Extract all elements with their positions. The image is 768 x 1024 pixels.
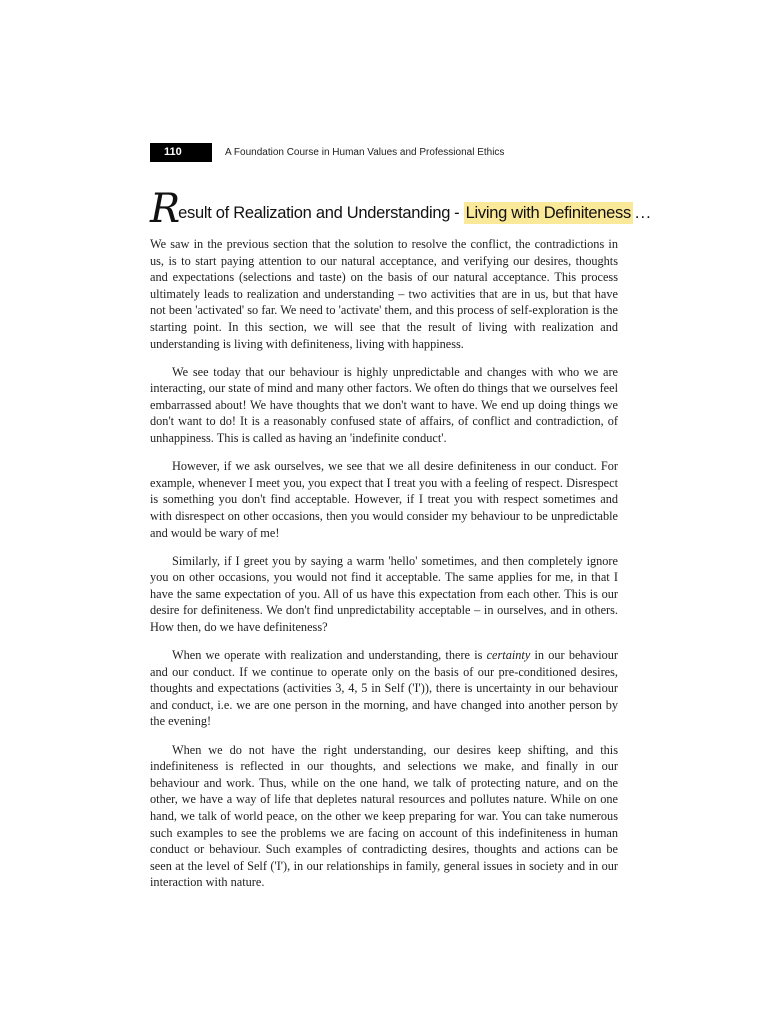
paragraph-5 — [150, 647, 618, 730]
page-header — [150, 143, 620, 162]
running-head: A Foundation Course in Human Values and Professional Ethics — [225, 147, 505, 158]
paragraph-5-lead: When we operate with realization and understanding, there is — [172, 648, 487, 663]
paragraph-6: When we do not have the right understanding, our desires keep shifting, and this indefiniteness is reflected in our thoughts, and selections we make, and finally in our behaviour and work. Thus, while on the one hand, we talk of protecting nature, and on the other, we have a way of life that depletes natural resources and pollutes nature. While on one hand, we talk of world peace, on the other we keep preparing for war. You can take numerous such examples to see the problems we are facing on account of this indefiniteness in human conduct or behaviour. Such examples of contradicting desires, thoughts and actions can be seen at the level of Self ('I'), in our relationships in family, general issues in society and in our interaction with nature. — [150, 742, 618, 890]
body-text — [150, 236, 618, 902]
paragraph-5-emphasis: certainty — [486, 648, 531, 663]
title-separator: - — [454, 204, 460, 222]
paragraph-1: We saw in the previous section that the solution to resolve the conflict, the contradictions in us, is to start paying attention to our natural acceptance, and verifying our desires, thoughts and expectations (selections and taste) on the basis of our natural acceptance. This process ultimately leads to realization and understanding – two activities that are in us, but that have not been 'activated' so far. We need to 'activate' them, and this process of self-exploration is the starting point. In this section, we will see that the result of living with realization and understanding is living with definiteness, living with happiness. — [150, 237, 618, 351]
page-number: 110 — [150, 143, 212, 162]
title-highlight: Living with Definiteness — [465, 204, 631, 222]
title-drop-letter: R — [150, 186, 179, 232]
paragraph-3: However, if we ask ourselves, we see that we all desire definiteness in our conduct. For example, whenever I meet you, you expect that I treat you with a feeling of respect. Disrespect is something you don't find acceptable. However, if I treat you with respect sometimes and with disrespect on other occasions, then you would consider my behaviour to be unpredictable and would be wary of me! — [150, 459, 618, 540]
paragraph-5-rest: in our behaviour and our conduct. If we continue to operate only on the basis of our pre-conditioned desires, thoughts and expectations (activities 3, 4, 5 in Self ('I')), there is uncertainty in our behaviour and conduct, i.e. we are one person in the morning, and have changed into another person by the evening! — [150, 648, 618, 729]
paragraph-4: Similarly, if I greet you by saying a warm 'hello' sometimes, and then completely ignore you on other occasions, you would not find it acceptable. The same applies for me, in that I have the same expectation of you. All of us have this expectation from each other. This is our desire for definiteness. We don't find unpredictability acceptable – in ourselves, and in others. How then, do we have definiteness? — [150, 553, 618, 634]
title-ellipsis: ... — [634, 204, 652, 222]
title-text: esult of Realization and Understanding — [178, 204, 451, 222]
section-title — [150, 184, 652, 232]
paragraph-2: We see today that our behaviour is highly unpredictable and changes with who we are interacting, our state of mind and many other factors. We often do things that we ourselves feel embarrassed about! We have thoughts that we don't want to have. We end up doing things we don't want to do! It is a reasonably confused state of affairs, of conflict and contradiction, of unhappiness. This is called as having an 'indefinite conduct'. — [150, 364, 618, 446]
